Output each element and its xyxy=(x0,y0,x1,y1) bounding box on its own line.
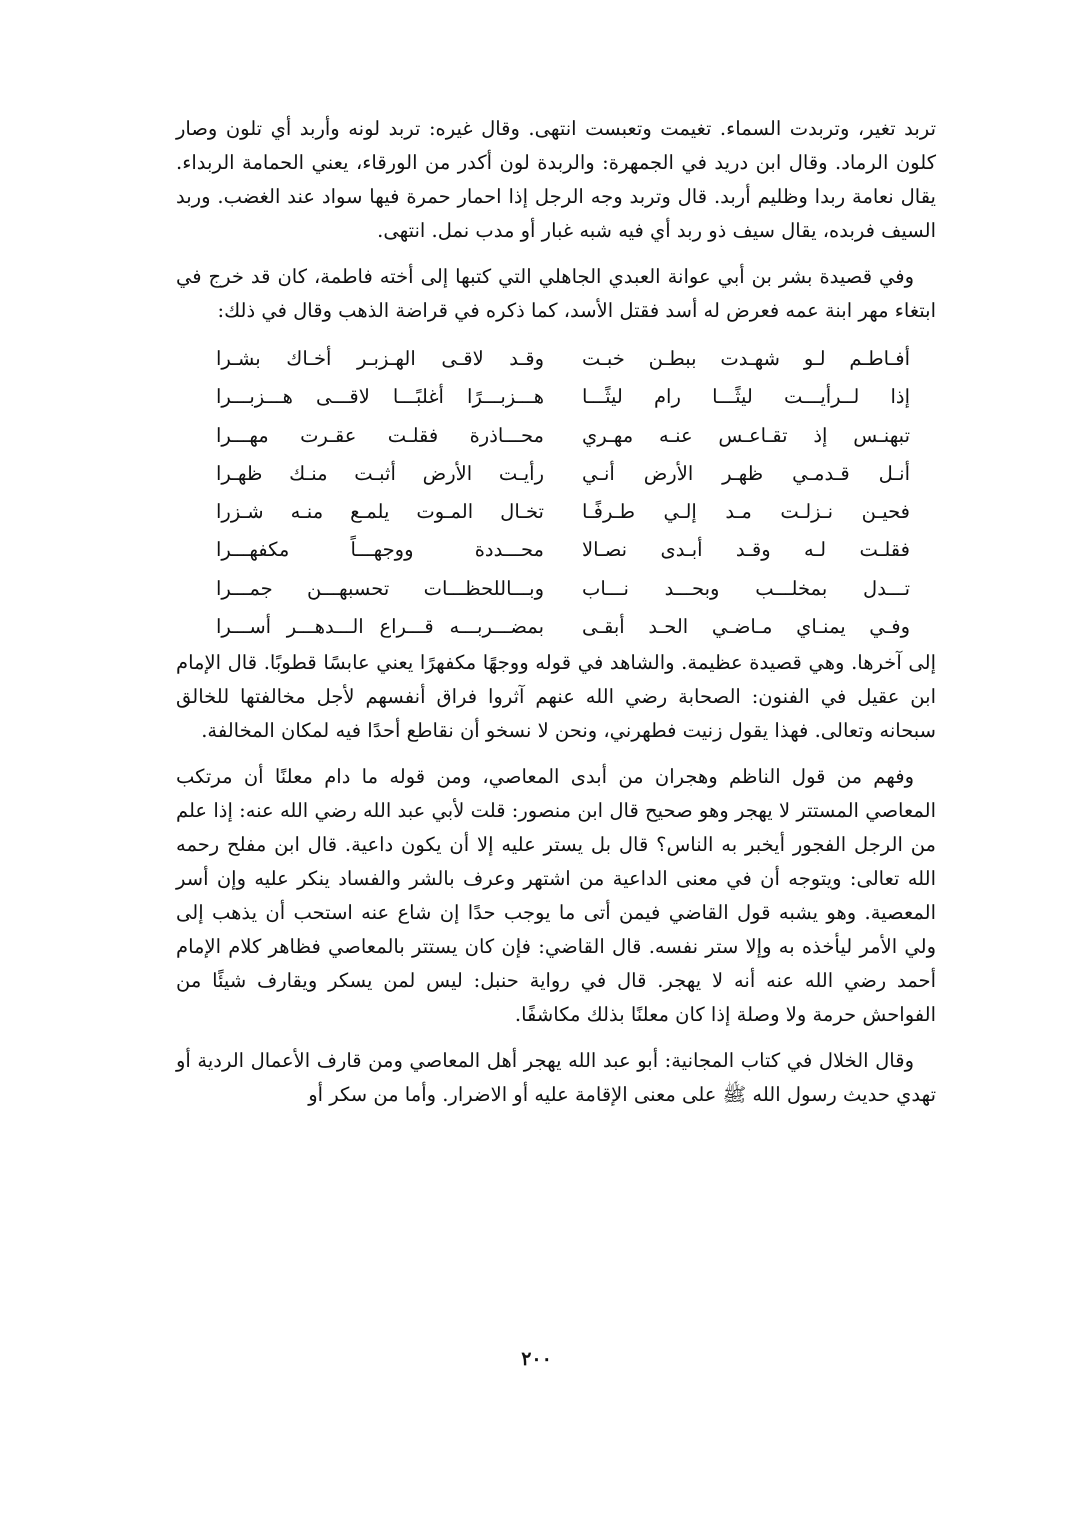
poem-verse xyxy=(176,455,936,493)
verse-first-hemistich: تبهنـس إذ تقـاعـس عنـه مهـري xyxy=(582,423,910,447)
verse-first-hemistich: تـــدل بمخلـــب وبحـــد نـــاب xyxy=(582,576,910,600)
verse-second-hemistich: محـــاذرة فقلـت عقـرت مهـــرا xyxy=(216,423,544,447)
poem-verse xyxy=(176,493,936,531)
paragraph-poem-context: وفي قصيدة بشر بن أبي عوانة العبدي الجاهلي التي كتبها إلى أخته فاطمة، كان قد خرج في ابتغاء مهر ابنة عمه فعرض له أسد فقتل الأسد، كما ذكره في قراضة الذهب وقال في ذلك: xyxy=(176,265,936,322)
paragraph-hijran: وفهم من قول الناظم وهجران من أبدى المعاصي، ومن قوله ما دام معلنًا أن مرتكب المعاصي المستتر لا يهجر وهو صحيح قال ابن منصور: قلت لأبي عبد الله رضي الله عنه: إذا علم من الرجل الفجور أيخبر به الناس؟ قال بل يستر عليه إلا أن يكون داعية. قال ابن مفلح رحمه الله تعالى: ويتوجه أن في معنى الداعية من اشتهر وعرف بالشر والفساد ينكر عليه وإن أسر المعصية. وهو يشبه قول القاضي فيمن أتى ما يوجب حدًا إن شاع عنه استحب أن يذهب إلى ولي الأمر ليأخذه به وإلا ستر نفسه. قال القاضي: فإن كان يستتر بالمعاصي فظاهر كلام الإمام أحمد رضي الله عنه أنه لا يهجر. قال في رواية حنبل: ليس لمن يسكر ويقارف شيئًا من الفواحش حرمة ولا وصلة إذا كان معلنًا بذلك مكاشفًا. xyxy=(176,765,936,1027)
verse-first-hemistich: وفـي يمنـاي مـاضـي الحـد أبقـى xyxy=(582,615,910,639)
verse-second-hemistich: وبـــاللحظـــات تحسبهـــن جمـــرا xyxy=(216,576,544,600)
verse-second-hemistich: وقـد لاقـى الهـزبـر أخـاك بشـرا xyxy=(216,347,544,370)
verse-second-hemistich: تخـال المـوت يلمـع منـه شـزرا xyxy=(216,500,544,524)
poem-verse xyxy=(176,340,936,378)
verse-first-hemistich: فقلـت لـه وقـد أبـدى نصـالا xyxy=(582,538,910,562)
verse-second-hemistich: هـــزبـــرًا أغلبًـــا لاقـــى هـــزبـــرا xyxy=(216,385,544,409)
page-number: ٢٠٠ xyxy=(521,1348,552,1370)
paragraph-commentary: إلى آخرها. وهي قصيدة عظيمة. والشاهد في قوله ووجهًا مكفهرًا يعني عابسًا قطوبًا. قال الإمام ابن عقيل في الفنون: الصحابة رضي الله عنهم آثروا فراق أنفسهم لأجل مخالفتها للخالق سبحانه وتعالى. فهذا يقول زنيت فطهرني، ونحن لا نسخو أن نقاطع أحدًا فيه لمكان المخالفة. xyxy=(176,651,936,743)
poem-verse xyxy=(176,378,936,416)
page-body xyxy=(176,112,936,1112)
verse-second-hemistich: رأيـت الأرض أثبـت منـك ظهـرا xyxy=(216,461,544,485)
poem-verse xyxy=(176,531,936,569)
verse-first-hemistich: أنـل قـدمـي ظهـر الأرض أنـي xyxy=(582,461,910,485)
verse-second-hemistich: محـــددة ووجهـــاً مكفهـــرا xyxy=(216,538,544,562)
poem-verse xyxy=(176,570,936,608)
verse-first-hemistich: فحيـن نـزلـت مـد إلـي طـرفًـا xyxy=(582,500,910,524)
verse-second-hemistich: بمضـــربـــه قـــراع الـــدهـــر أســـرا xyxy=(216,615,544,639)
paragraph-intro: تربد تغير، وتربدت السماء. تغيمت وتعبست انتهى. وقال غيره: تربد لونه وأربد أي تلون وصار كلون الرماد. وقال ابن دريد في الجمهرة: والربدة لون أكدر من الورقاء، يعني الحمامة الربداء. يقال نعامة ربدا وظليم أربد. قال وتربد وجه الرجل إذا احمار حمرة فيها سواد عند الغضب. وربد السيف فربده، يقال سيف ذو ربد أي فيه شبه غبار أو مدب نمل. انتهى. xyxy=(176,117,936,242)
verse-first-hemistich: أفـاطـم لـو شهـدت ببطـن خبـت xyxy=(582,347,910,370)
poem-verse xyxy=(176,417,936,455)
paragraph-khallal: وقال الخلال في كتاب المجانية: أبو عبد الله يهجر أهل المعاصي ومن قارف الأعمال الردية أو تهدي حديث رسول الله ﷺ على معنى الإقامة عليه أو الاضرار. وأما من سكر أو xyxy=(176,1049,936,1107)
poem xyxy=(176,340,936,646)
verse-first-hemistich: إذا لــرأيـــت ليثًـــا رام ليثًـــا xyxy=(582,385,910,409)
poem-verse xyxy=(176,608,936,646)
